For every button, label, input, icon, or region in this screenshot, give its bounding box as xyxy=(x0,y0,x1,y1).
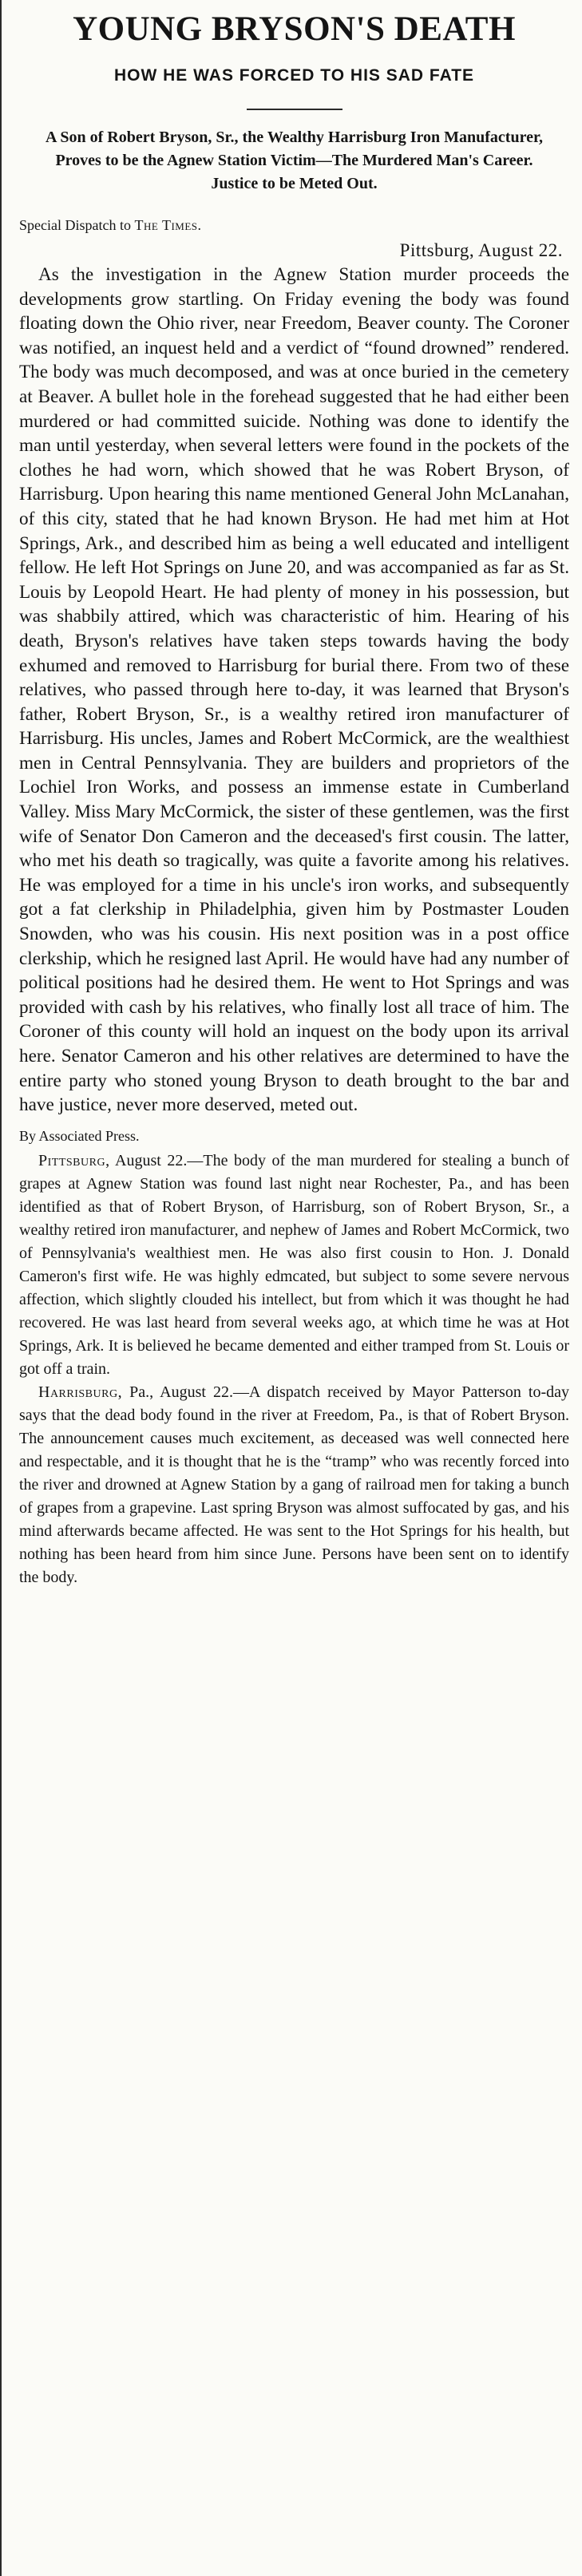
divider-rule xyxy=(247,109,342,110)
ap-dateline: Pittsburg, xyxy=(38,1151,110,1169)
subheadline: HOW HE WAS FORCED TO HIS SAD FATE xyxy=(113,66,475,85)
paragraph-1: As the investigation in the Agnew Station murder proceeds the developments grow startling. On Friday evening the body was found floating down the Ohio river, near Freedom, Beaver county. The Coroner was notified, an inquest held and a verdict of “found drowned” rendered. The body was much decomposed, and was at once buried in the cemetery at Beaver. A bullet hole in the forehead suggested that he had either been murdered or had committed suicide. Nothing was done to identify the man until yesterday, when several letters were found in the pockets of the clothes he had worn, which showed that he was Robert Bryson, of Harrisburg. Upon hearing this name mentioned General John McLanahan, of this city, stated that he had known Bryson. He had met him at Hot Springs, Ark., and described him as being a well educated and intelligent fellow. He left Hot Springs on June 20, and was accompanied as far as St. Louis by Leopold Heart. He had plenty of money in his possession, but was shabbily attired, which was characteristic of him. Hearing of his death, Bryson's relatives have taken steps towards having the body exhumed and removed to Harrisburg for burial there. From two of these relatives, who passed through here to-day, it was learned that Bryson's father, Robert Bryson, Sr., is a wealthy retired iron manufacturer of Harrisburg. His uncles, James and Robert McCormick, are the wealthiest men in Central Pennsylvania. They are builders and proprietors of the Lochiel Iron Works, and possess an immense estate in Cumberland Valley. Miss Mary McCormick, the sister of these gentlemen, was the first wife of Senator Don Cameron and the deceased's first cousin. The latter, who met his death so tragically, was quite a favorite among his relatives. He was employed for a time in his uncle's iron works, and subsequently got a fat clerkship in Philadelphia, given him by Postmaster Louden Snowden, who was his cousin. His next position was in a post office clerkship, which he resigned last April. He would have had any number of political positions had he desired them. He went to Hot Springs and was provided with cash by his relatives, who finally lost all trace of him. The Coroner of this county will hold an inquest on the body upon its arrival here. Senator Cameron and his other relatives are determined to have the entire party who stoned young Bryson to death brought to the bar and have justice, never more deserved, meted out. xyxy=(19,264,570,1116)
dateline: Pittsburg, August 22. xyxy=(399,240,563,260)
special-dispatch-credit xyxy=(19,215,569,235)
paragraph-2 xyxy=(19,1150,569,1381)
deck: A Son of Robert Bryson, Sr., the Wealthy Harrisburg Iron Manufacturer, Proves to be the Agnew Station Victim—The Murdered Man's Career. Justice to be Meted Out. xyxy=(46,129,543,192)
paragraph-3 xyxy=(19,1381,569,1589)
credit-paper: The Times. xyxy=(134,217,202,233)
headline: YOUNG BRYSON'S DEATH xyxy=(73,10,516,48)
harrisburg-dateline: Harrisburg, xyxy=(38,1383,123,1401)
credit-prefix: Special Dispatch to xyxy=(19,217,135,233)
paragraph-2-text: August 22.—The body of the man murdered for stealing a bunch of grapes at Agnew Station was found last night near Rochester, Pa., and has been identified as that of Robert Bryson, of Harrisburg, son of Robert Bryson, Sr., a wealthy retired iron manufacturer, and nephew of James and Robert McCormick, two of Pennsylvania's wealthiest men. He was also first cousin to Hon. J. Donald Cameron's first wife. He was highly edmcated, but subject to some severe nervous affection, which slightly clouded his intellect, but from which it was thought he had recovered. He was last heard from several weeks ago, at which time he was at Hot Springs, Ark. It is believed he became demented and either tramped from St. Louis or got off a train. xyxy=(19,1151,569,1378)
paragraph-3-text: Pa., August 22.—A dispatch received by Mayor Patterson to-day says that the dead body found in the river at Freedom, Pa., is that of Robert Bryson. The announcement causes much excitement, as deceased was well connected here and respectable, and it is thought that he is the “tramp” who was recently forced into the river and drowned at Agnew Station by a gang of railroad men for taking a bunch of grapes from a grapevine. Last spring Bryson was almost suffocated by gas, and his mind afterwards became affected. He was sent to the Hot Springs for his health, but nothing has been heard from him since June. Persons have been sent on to identify the body. xyxy=(19,1383,569,1586)
associated-press-credit: By Associated Press. xyxy=(19,1127,140,1144)
